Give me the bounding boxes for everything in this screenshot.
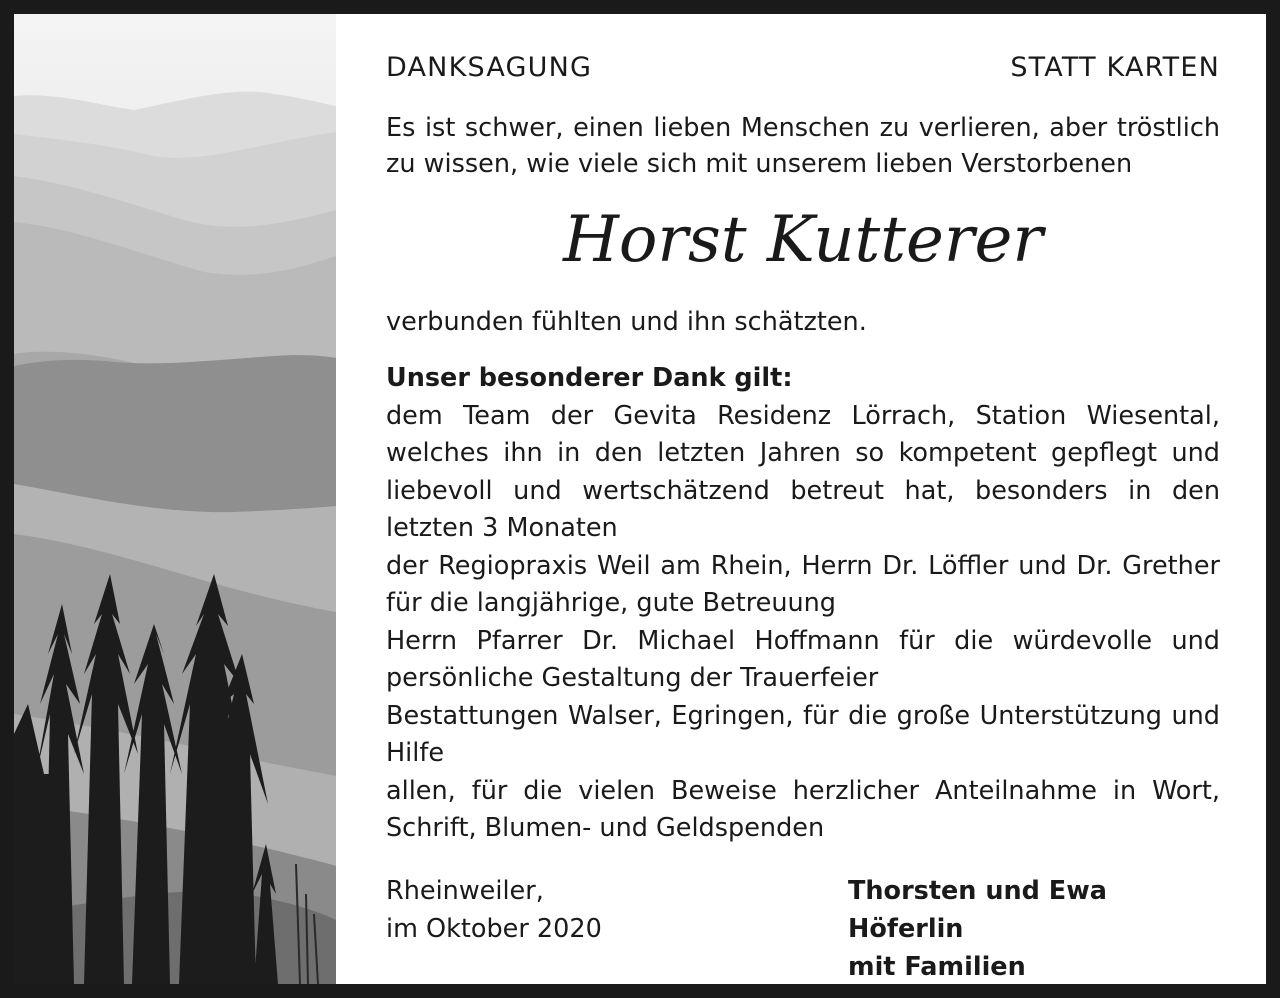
- thanks-section: [386, 360, 1220, 848]
- place-and-date: [386, 872, 602, 948]
- title-statt-karten: STATT KARTEN: [1010, 52, 1220, 83]
- thanks-heading: Unser besonderer Dank gilt:: [386, 363, 793, 393]
- place-line: Rheinweiler,: [386, 876, 544, 906]
- notice-text: [386, 14, 1220, 984]
- notice-card: [14, 14, 1266, 984]
- signatory-names: Thorsten und Ewa Höferlin: [848, 876, 1107, 944]
- thanks-entry: Herrn Pfarrer Dr. Michael Hoffmann für die würdevolle und persönliche Gestaltung der Trauerfeier: [386, 625, 1220, 693]
- signatories: [848, 872, 1220, 986]
- thanks-entry: dem Team der Gevita Residenz Lörrach, Station Wiesental, welches ihn in den letzten Jahren so kompetent gepflegt und liebevoll und wertschätzend betreut hat, besonders in den letzten 3 Monaten: [386, 400, 1220, 543]
- thanks-entry: Bestattungen Walser, Egringen, für die große Unterstützung und Hilfe: [386, 700, 1220, 768]
- title-danksagung: DANKSAGUNG: [386, 52, 593, 83]
- thanks-entry: allen, für die vielen Beweise herzlicher Anteilnahme in Wort, Schrift, Blumen- und Geldspenden: [386, 775, 1220, 843]
- deceased-name: Horst Kutterer: [563, 203, 1043, 277]
- intro-text: Es ist schwer, einen lieben Menschen zu verlieren, aber tröstlich zu wissen, wie viele sich mit unserem lieben Verstorbenen: [386, 113, 1220, 179]
- after-name-text: verbunden fühlten und ihn schätzten.: [386, 307, 867, 337]
- misty-mountain-forest-image: [14, 14, 336, 984]
- signatory-family: mit Familien: [848, 952, 1026, 982]
- date-line: im Oktober 2020: [386, 914, 602, 944]
- thanks-entry: der Regiopraxis Weil am Rhein, Herrn Dr. Löffler und Dr. Grether für die langjährige, gute Betreuung: [386, 550, 1220, 618]
